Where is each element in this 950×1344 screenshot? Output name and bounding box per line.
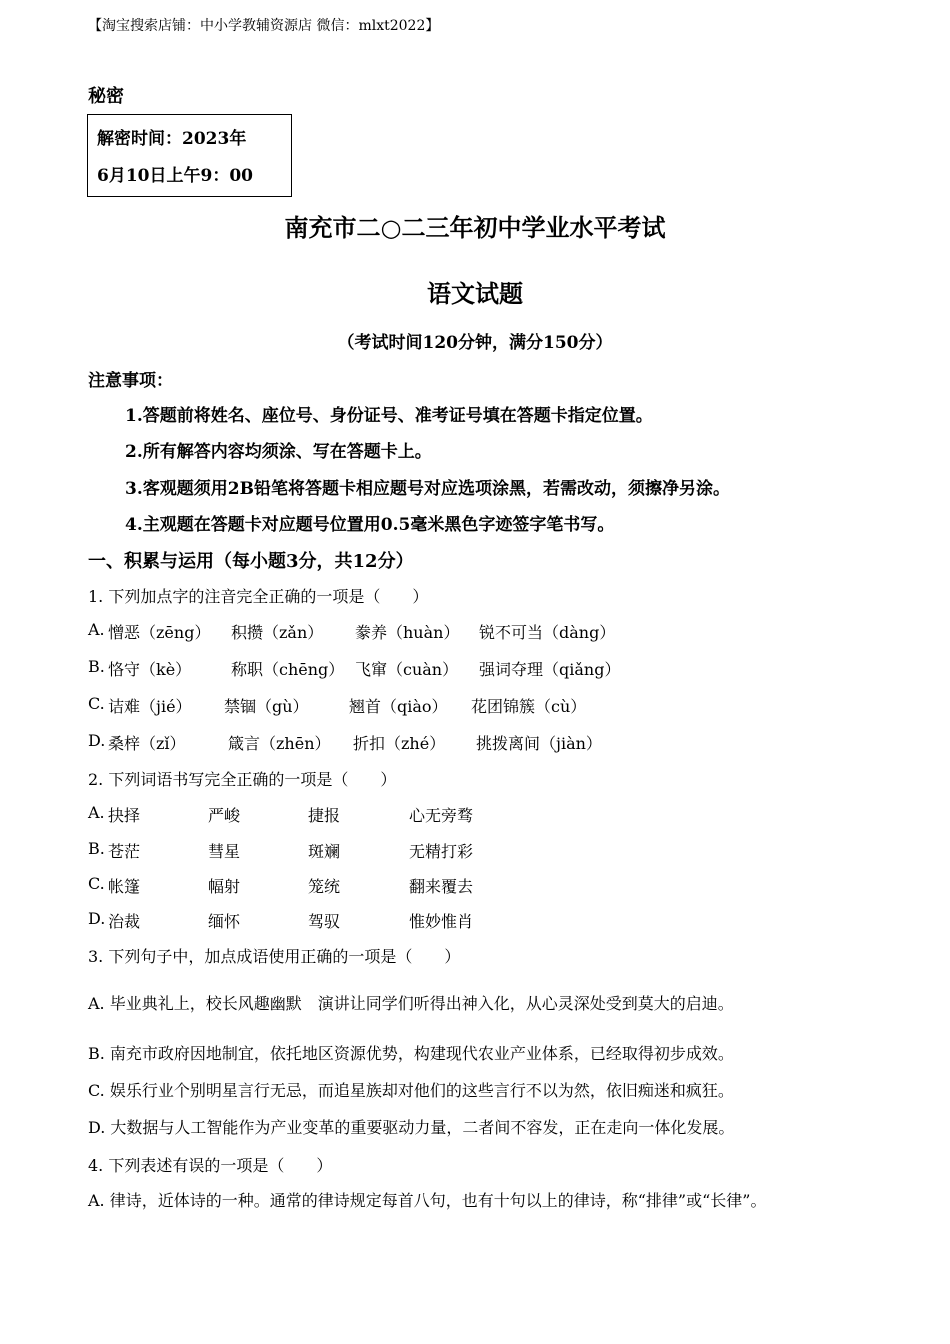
option-label: A. bbox=[88, 803, 105, 822]
option-item: 锐不可当（dàng） bbox=[479, 623, 616, 642]
option-item: 斑斓 bbox=[308, 842, 341, 861]
option-label: D. bbox=[88, 909, 106, 928]
declass-line-1: 解密时间：2023年 bbox=[97, 129, 247, 149]
option-label: D. bbox=[88, 731, 106, 750]
subject-title: 语文试题 bbox=[427, 279, 523, 308]
note-item: 3.客观题须用2B铅笔将答题卡相应题号对应选项涂黑，若需改动，须擦净另涂。 bbox=[125, 479, 730, 499]
option-label: A. bbox=[88, 620, 105, 639]
header-note: 【淘宝搜索店铺：中小学教辅资源店 微信：mlxt2022】 bbox=[88, 18, 440, 34]
option-label: C. bbox=[88, 874, 105, 893]
option-item: 积攒（zǎn） bbox=[231, 623, 324, 642]
option-item: 恪守（kè） bbox=[108, 660, 192, 679]
option-item: 彗星 bbox=[208, 842, 241, 861]
question-2-stem: 2. 下列词语书写完全正确的一项是（ ） bbox=[88, 770, 397, 789]
option-item: 翻来覆去 bbox=[409, 877, 474, 896]
option-label: B. bbox=[88, 839, 105, 858]
option-item: 诘难（jié） bbox=[108, 697, 192, 716]
option-label: B. bbox=[88, 657, 105, 676]
option-sentence: A. 律诗，近体诗的一种。通常的律诗规定每首八句，也有十句以上的律诗，称“排律”或“长律”。 bbox=[88, 1191, 767, 1210]
option-item: 严峻 bbox=[208, 806, 241, 825]
question-3-stem: 3. 下列句子中，加点成语使用正确的一项是（ ） bbox=[88, 947, 461, 966]
option-item: 苍茫 bbox=[108, 842, 141, 861]
option-item: 称职（chēng） bbox=[231, 660, 345, 679]
section-heading: 一、积累与运用（每小题3分，共12分） bbox=[88, 551, 414, 572]
option-item: 禁锢（gù） bbox=[224, 697, 309, 716]
option-item: 豢养（huàn） bbox=[355, 623, 460, 642]
option-item: 强词夺理（qiǎng） bbox=[479, 660, 621, 679]
option-item: 心无旁骛 bbox=[409, 806, 474, 825]
option-sentence: A. 毕业典礼上，校长风趣幽默 演讲让同学们听得出神入化，从心灵深处受到莫大的启迪。 bbox=[88, 994, 734, 1013]
option-item: 飞窜（cuàn） bbox=[355, 660, 459, 679]
option-item: 帐篷 bbox=[108, 877, 141, 896]
option-label: C. bbox=[88, 694, 105, 713]
question-4-stem: 4. 下列表述有误的一项是（ ） bbox=[88, 1156, 333, 1175]
option-item: 无精打彩 bbox=[409, 842, 474, 861]
option-item: 桑梓（zǐ） bbox=[108, 734, 186, 753]
option-item: 驾驭 bbox=[308, 912, 341, 931]
option-item: 抉择 bbox=[108, 806, 141, 825]
option-item: 花团锦簇（cù） bbox=[471, 697, 587, 716]
option-item: 捷报 bbox=[308, 806, 341, 825]
secret-label: 秘密 bbox=[88, 86, 124, 107]
option-sentence: B. 南充市政府因地制宜，依托地区资源优势，构建现代农业产业体系，已经取得初步成效。 bbox=[88, 1044, 734, 1063]
option-item: 翘首（qiào） bbox=[349, 697, 448, 716]
option-item: 箴言（zhēn） bbox=[228, 734, 331, 753]
question-1-stem: 1. 下列加点字的注音完全正确的一项是（ ） bbox=[88, 587, 429, 606]
option-item: 笼统 bbox=[308, 877, 341, 896]
exam-info: （考试时间120分钟，满分150分） bbox=[337, 333, 613, 353]
declass-line-2: 6月10日上午9：00 bbox=[97, 166, 253, 186]
note-item: 4.主观题在答题卡对应题号位置用0.5毫米黑色字迹签字笔书写。 bbox=[125, 515, 615, 535]
option-item: 折扣（zhé） bbox=[353, 734, 446, 753]
notes-heading: 注意事项： bbox=[88, 371, 173, 391]
note-item: 2.所有解答内容均须涂、写在答题卡上。 bbox=[125, 442, 432, 462]
exam-title: 南充市二○二三年初中学业水平考试 bbox=[284, 213, 666, 242]
option-item: 缅怀 bbox=[208, 912, 241, 931]
declassification-box bbox=[87, 114, 292, 197]
option-item: 挑拨离间（jiàn） bbox=[476, 734, 602, 753]
option-item: 治裁 bbox=[108, 912, 141, 931]
option-item: 惟妙惟肖 bbox=[409, 912, 474, 931]
option-sentence: C. 娱乐行业个别明星言行无忌，而追星族却对他们的这些言行不以为然，依旧痴迷和疯狂。 bbox=[88, 1081, 734, 1100]
option-sentence: D. 大数据与人工智能作为产业变革的重要驱动力量，二者间不容发，正在走向一体化发展。 bbox=[88, 1118, 735, 1137]
option-item: 幅射 bbox=[208, 877, 241, 896]
option-item: 憎恶（zēng） bbox=[108, 623, 211, 642]
note-item: 1.答题前将姓名、座位号、身份证号、准考证号填在答题卡指定位置。 bbox=[125, 406, 653, 426]
